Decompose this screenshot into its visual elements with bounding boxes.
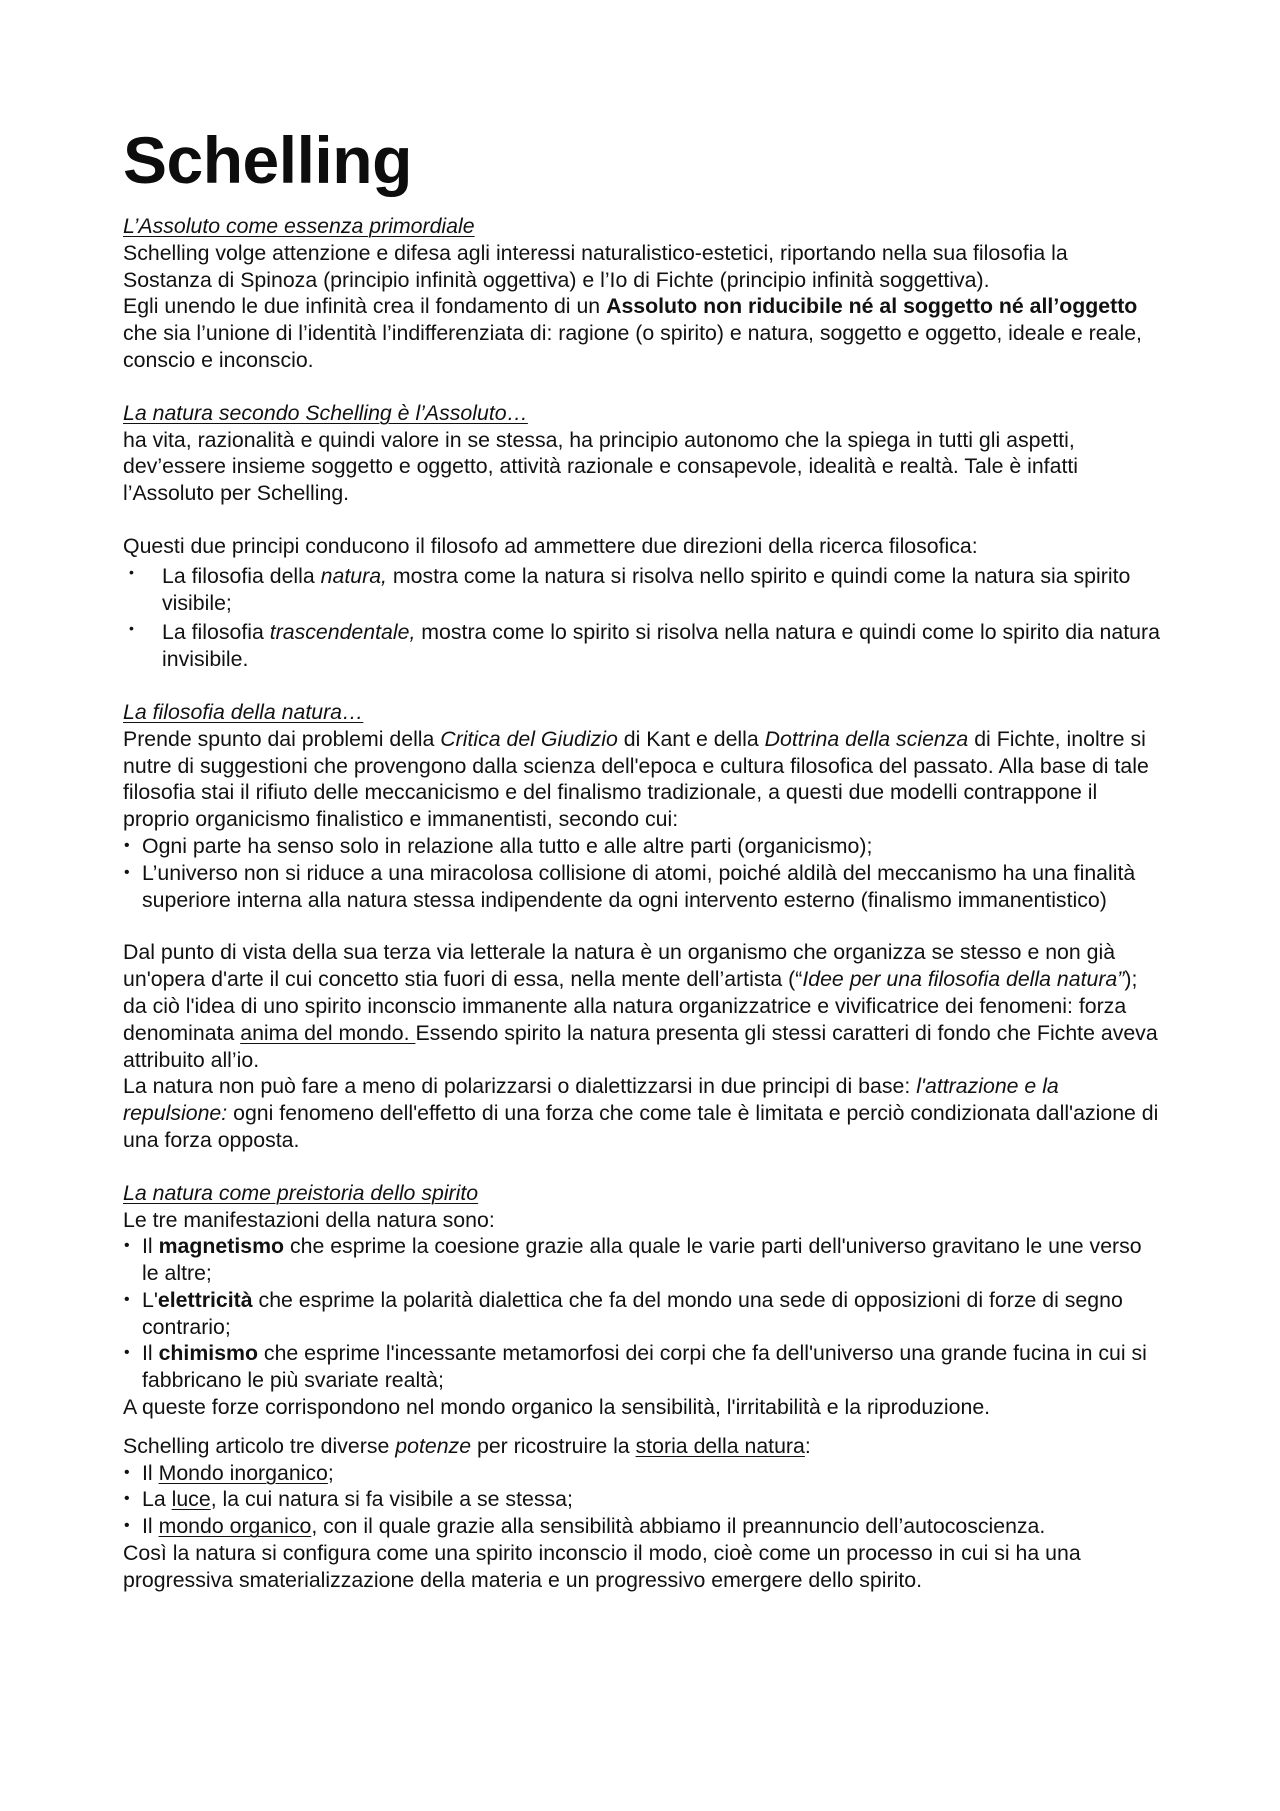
list-item: • La luce, la cui natura si fa visibile a se stessa; — [123, 1486, 1162, 1513]
manifestazioni-list — [123, 1233, 1162, 1394]
section-natura-assoluto — [123, 400, 1162, 673]
paragraph: Dal punto di vista della sua terza via letterale la natura è un organismo che organizza se stesso e non già un'opera d'arte il cui concetto stia fuori di essa, nella mente dell’artista (“Idee per una filosofia della natura”); da ciò l'idea di uno spirito inconscio immanente alla natura organizzatrice e vivificatrice dei fenomeni: forza denominata anima del mondo. Essendo spirito la natura presenta gli stessi caratteri di fondo che Fichte aveva attribuito all’io. — [123, 940, 1158, 1072]
direzioni-list — [123, 563, 1162, 673]
paragraph: Schelling articolo tre diverse potenze per ricostruire la storia della natura: — [123, 1433, 811, 1458]
list-item: • Il magnetismo che esprime la coesione grazie alla quale le varie parti dell'universo gravitano le une verso le altre; — [123, 1233, 1162, 1287]
section-filosofia-natura — [123, 699, 1162, 1154]
section-heading: L’Assoluto come essenza primordiale — [123, 214, 475, 238]
paragraph: Questi due principi conducono il filosofo ad ammettere due direzioni della ricerca filosofica: — [123, 533, 978, 558]
list-item: • Il chimismo che esprime l'incessante metamorfosi dei corpi che fa dell'universo una grande fucina in cui si fabbricano le più svariate realtà; — [123, 1340, 1162, 1394]
underlined-term: anima del mondo. — [240, 1020, 416, 1045]
list-item: • Ogni parte ha senso solo in relazione alla tutto e alle altre parti (organicismo); — [123, 833, 1162, 860]
paragraph: Così la natura si configura come una spirito inconscio il modo, cioè come un processo in cui si ha una progressiva smaterializzazione della materia e un progressivo emergere dello spirito. — [123, 1541, 1081, 1592]
list-item: • Il Mondo inorganico; — [123, 1460, 1162, 1487]
paragraph: A queste forze corrispondono nel mondo organico la sensibilità, l'irritabilità e la riproduzione. — [123, 1395, 991, 1420]
paragraph: La natura non può fare a meno di polarizzarsi o dialettizzarsi in due principi di base: l'attrazione e la repulsione: ogni fenomeno dell'effetto di una forza che come tale è limitata e perciò condizionata dall'azione di una forza opposta. — [123, 1074, 1159, 1152]
section-preistoria-spirito — [123, 1180, 1162, 1594]
section-heading: La natura secondo Schelling è l’Assoluto… — [123, 400, 528, 425]
list-item: • La filosofia trascendentale, mostra come lo spirito si risolva nella natura e quindi come lo spirito dia natura invisibile. — [123, 619, 1162, 673]
section-assoluto — [123, 213, 1162, 374]
paragraph: Le tre manifestazioni della natura sono: — [123, 1207, 495, 1232]
bold-text: Assoluto non riducibile né al soggetto né all’oggetto — [606, 294, 1138, 319]
paragraph: Schelling volge attenzione e difesa agli interessi naturalistico-estetici, riportando nella sua filosofia la Sostanza di Spinoza (principio infinità oggettiva) e l’Io di Fichte (principio infinità soggettiva). — [123, 240, 1068, 292]
list-item: • La filosofia della natura, mostra come la natura si risolva nello spirito e quindi come la natura sia spirito visibile; — [123, 563, 1162, 617]
list-item: • L’universo non si riduce a una miracolosa collisione di atomi, poiché aldilà del meccanismo ha una finalità superiore interna alla natura stessa indipendente da ogni intervento esterno (finalismo immanentistico) — [123, 860, 1162, 914]
list-item: • Il mondo organico, con il quale grazie alla sensibilità abbiamo il preannuncio dell’autocoscienza. — [123, 1513, 1162, 1540]
list-item: • L'elettricità che esprime la polarità dialettica che fa del mondo una sede di opposizioni di forze di segno contrario; — [123, 1287, 1162, 1341]
section-heading: La natura come preistoria dello spirito — [123, 1180, 479, 1205]
section-heading: La filosofia della natura… — [123, 699, 364, 724]
paragraph: ha vita, razionalità e quindi valore in se stessa, ha principio autonomo che la spiega in tutti gli aspetti, dev’essere insieme soggetto e oggetto, attività razionale e consapevole, idealità e realtà. Tale è infatti l’Assoluto per Schelling. — [123, 427, 1079, 506]
potenze-list — [123, 1460, 1162, 1540]
paragraph: Prende spunto dai problemi della Critica del Giudizio di Kant e della Dottrina della scienza di Fichte, inoltre si nutre di suggestioni che provengono dalla scienza dell'epoca e cultura filosofica del passato. Alla base di tale filosofia stai il rifiuto delle meccanicismo e del finalismo tradizionale, a questi due modelli contrappone il proprio organicismo finalistico e immanentisti, secondo cui: — [123, 726, 1149, 832]
underlined-term: storia della natura — [635, 1433, 805, 1458]
organicismo-list — [123, 833, 1162, 913]
paragraph: Egli unendo le due infinità crea il fondamento di un Assoluto non riducibile né al soggetto né all’oggetto che sia l’unione di l’identità l’indifferenziata di: ragione (o spirito) e natura, soggetto e oggetto, ideale e reale, conscio e inconscio. — [123, 294, 1142, 372]
page-title: Schelling — [123, 123, 412, 197]
